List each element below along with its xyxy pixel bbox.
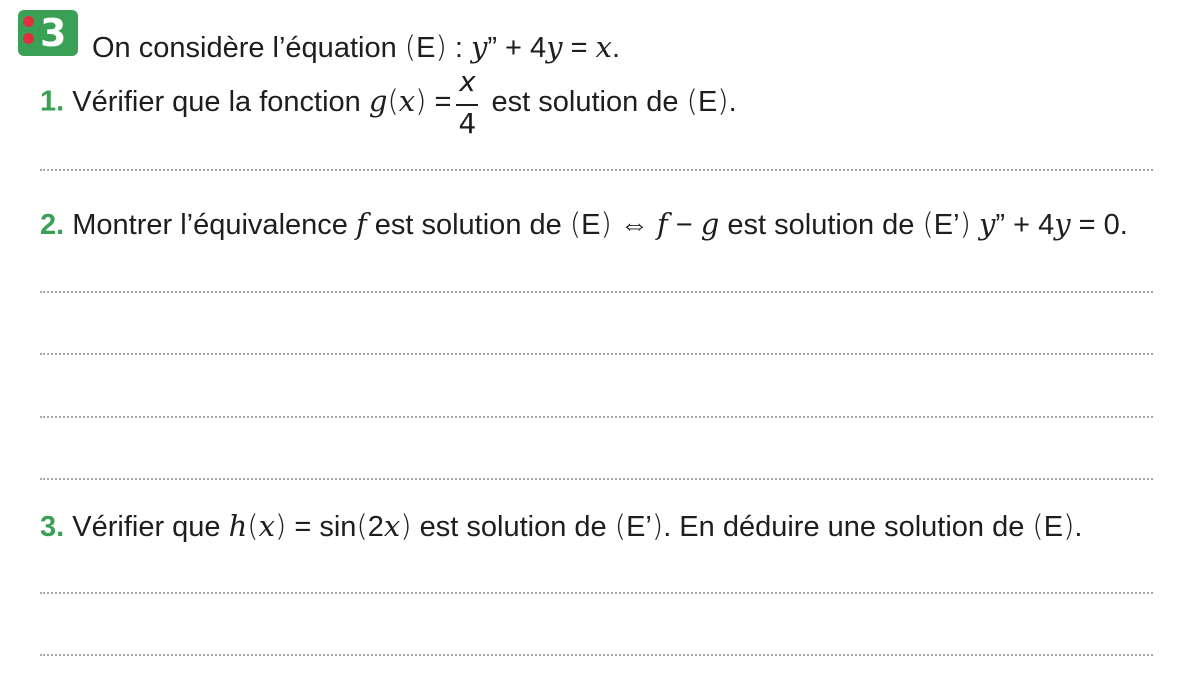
- question-number: 1.: [40, 85, 65, 118]
- fraction-x-over-4: $\frac{x}{4}$: [454, 68, 480, 138]
- question-2-text: Montrer l’équivalence f est solution de (E) ⇔ f − g est solution de (E’) y” + 4y = 0.: [72, 207, 1128, 241]
- question-number: 3.: [40, 511, 65, 543]
- question-1: 1. Vérifier que la fonction g(x) = $\frac{x}{4}$ est solution de (E).: [40, 65, 737, 140]
- exercise-intro: [92, 30, 621, 64]
- intro-text: On considère l’équation (E) : y” + 4y = x.: [92, 30, 621, 64]
- answer-line[interactable]: [40, 291, 1153, 293]
- question-3-text: Vérifier que h(x) = sin(2x) est solution de (E’). En déduire une solution de (E).: [72, 509, 1083, 543]
- exercise-number: 3: [40, 11, 67, 55]
- question-2: [40, 207, 1128, 241]
- answer-line[interactable]: [40, 478, 1153, 480]
- question-1-text: Vérifier que la fonction g(x) =: [72, 83, 452, 118]
- question-3: [40, 509, 1083, 543]
- answer-line[interactable]: [40, 654, 1153, 656]
- answer-line[interactable]: [40, 169, 1153, 171]
- answer-line[interactable]: [40, 592, 1153, 594]
- answer-line[interactable]: [40, 416, 1153, 418]
- exercise-badge: [18, 10, 78, 56]
- question-number: 2.: [40, 209, 65, 241]
- answer-line[interactable]: [40, 353, 1153, 355]
- badge-dots-icon: [23, 16, 37, 50]
